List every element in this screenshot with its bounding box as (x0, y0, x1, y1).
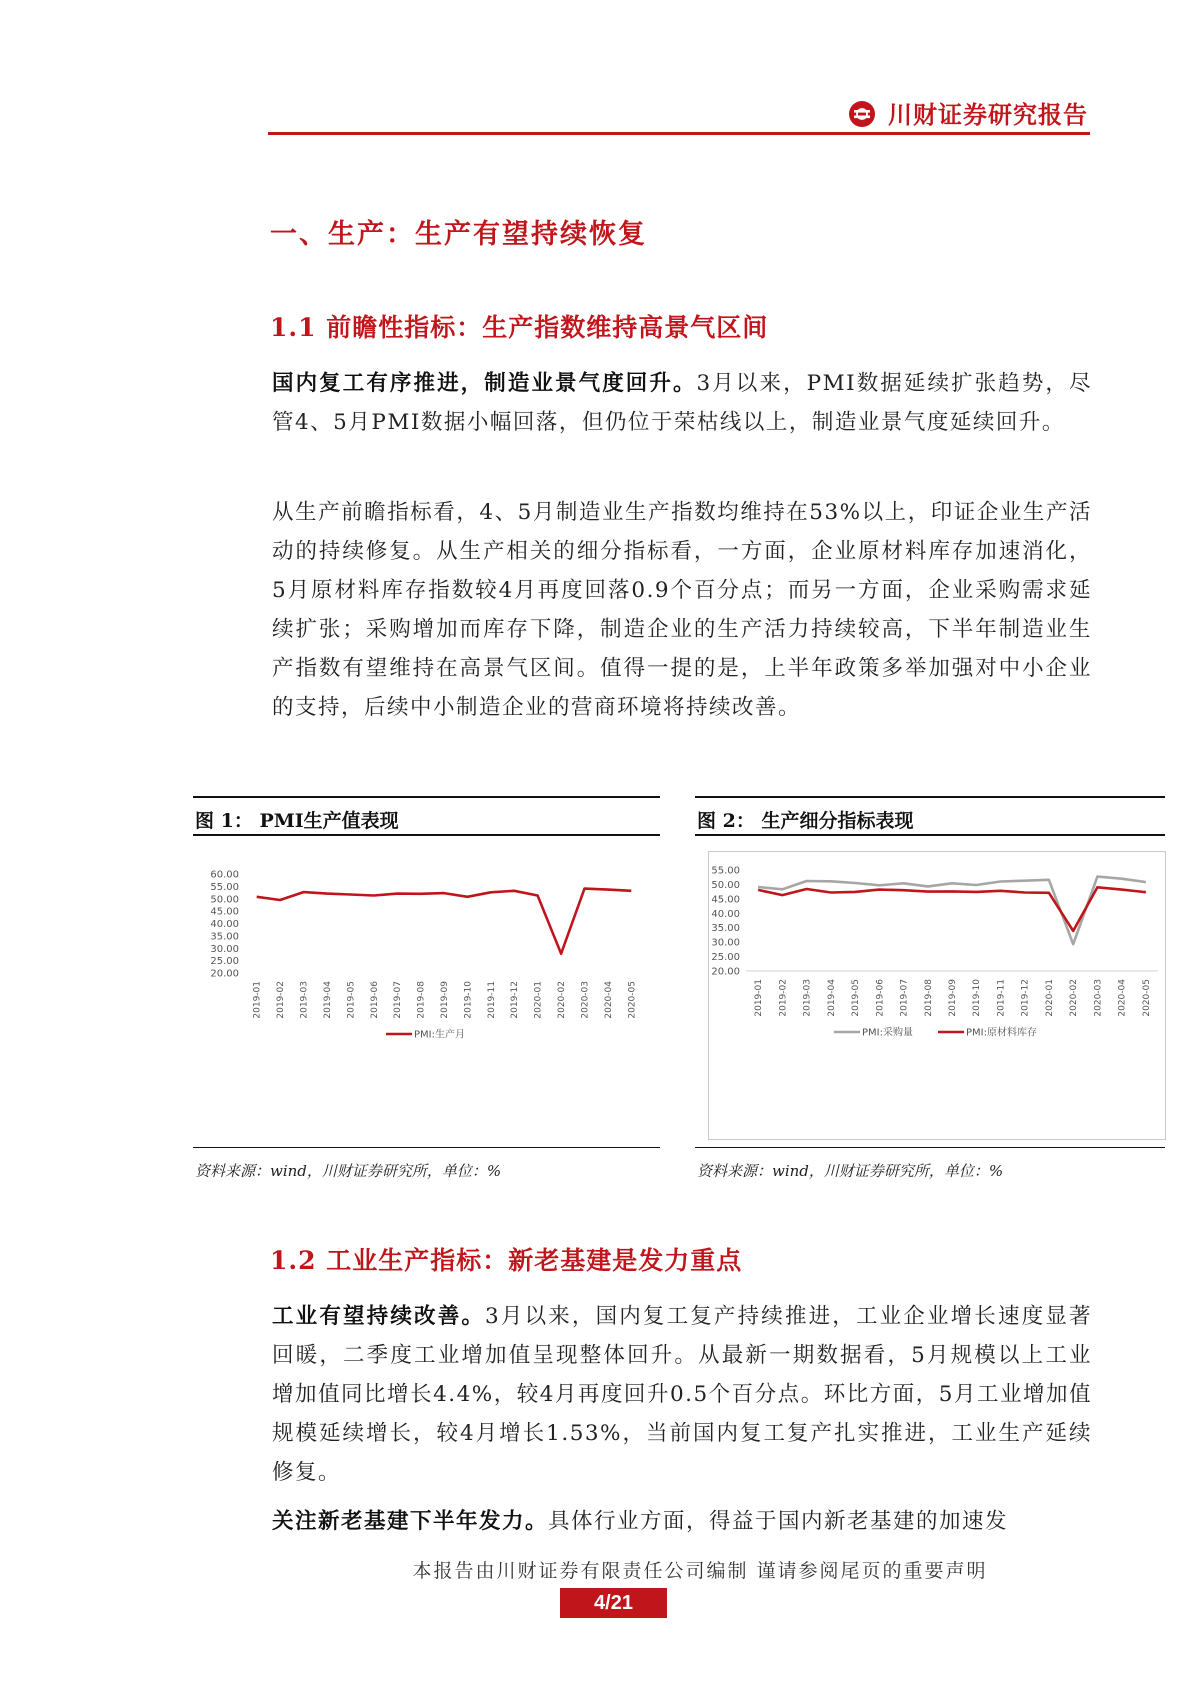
subsection-title-1-1: 1.1 前瞻性指标：生产指数维持高景气区间 (270, 313, 769, 342)
x-tick-label: 2019-10 (972, 979, 983, 1017)
x-tick-label: 2019-04 (826, 979, 837, 1017)
figure-2-title: 图 2： 生产细分指标表现 (697, 810, 914, 832)
x-tick-label: 2019-06 (369, 981, 380, 1019)
y-tick-label: 35.00 (210, 931, 239, 943)
figure-2-title-rule (695, 834, 1165, 836)
figure-1-source: 资料来源：wind，川财证券研究所，单位：% (195, 1162, 502, 1180)
figure-2-chart (708, 851, 1166, 1140)
series-line-0 (758, 877, 1146, 945)
figure-1-title-rule (193, 834, 660, 836)
x-tick-label: 2020-03 (1093, 979, 1104, 1017)
paragraph-3-lead: 工业有望持续改善。 (272, 1304, 486, 1329)
paragraph-1 (272, 364, 1092, 442)
y-tick-label: 35.00 (711, 923, 740, 935)
y-tick-label: 30.00 (711, 937, 740, 949)
subsection-title-1-2: 1.2 工业生产指标：新老基建是发力重点 (270, 1246, 743, 1275)
x-tick-label: 2019-07 (899, 979, 910, 1017)
paragraph-3-body: 3月以来，国内复工复产持续推进，工业企业增长速度显著回暖，二季度工业增加值呈现整体回升。从最新一期数据看，5月规模以上工业增加值同比增长4.4%，较4月再度回升0.5个百分点。环比方面，5月工业增加值规模延续增长，较4月增长1.53%，当前国内复工复产扎实推进，工业生产延续修复。 (272, 1304, 1092, 1485)
x-tick-label: 2020-01 (533, 981, 544, 1019)
y-tick-label: 30.00 (210, 943, 239, 955)
series-line-1 (758, 887, 1146, 931)
y-tick-label: 60.00 (210, 869, 239, 881)
footer-disclaimer: 本报告由川财证券有限责任公司编制 谨请参阅尾页的重要声明 (412, 1560, 988, 1582)
y-tick-label: 50.00 (210, 894, 239, 906)
x-tick-label: 2019-05 (346, 981, 357, 1019)
figure-1-chart (193, 846, 660, 1146)
x-tick-label: 2019-03 (802, 979, 813, 1017)
y-tick-label: 25.00 (711, 952, 740, 964)
y-tick-label: 45.00 (210, 906, 239, 918)
x-tick-label: 2019-09 (948, 979, 958, 1017)
legend-label-1: PMI:原材料库存 (966, 1027, 1037, 1039)
figure-2-source: 资料来源：wind，川财证券研究所，单位：% (697, 1162, 1004, 1180)
brand-name: 川财证券研究报告 (888, 100, 1088, 129)
x-tick-label: 2019-12 (1020, 979, 1031, 1017)
y-tick-label: 40.00 (711, 908, 740, 920)
y-tick-label: 25.00 (210, 956, 239, 968)
x-tick-label: 2020-02 (1069, 979, 1080, 1017)
x-tick-label: 2019-02 (778, 979, 789, 1017)
series-line-0 (257, 889, 632, 954)
page-number: 4/21 (560, 1588, 667, 1618)
figure-2-bottom-rule (695, 1147, 1165, 1148)
y-tick-label: 50.00 (711, 879, 740, 891)
figure-1-top-rule (193, 796, 660, 798)
brand-logo-icon (848, 100, 876, 128)
x-tick-label: 2019-06 (875, 979, 886, 1017)
x-tick-label: 2019-11 (486, 981, 497, 1019)
header-divider (268, 132, 1090, 135)
y-tick-label: 40.00 (210, 919, 239, 930)
x-tick-label: 2020-01 (1044, 979, 1055, 1017)
paragraph-2: 从生产前瞻指标看，4、5月制造业生产指数均维持在53%以上，印证企业生产活动的持续修复。从生产相关的细分指标看，一方面，企业原材料库存加速消化，5月原材料库存指数较4月再度回落0.9个百分点；而另一方面，企业采购需求延续扩张；采购增加而库存下降，制造企业的生产活力持续较高，下半年制造业生产指数有望维持在高景气区间。值得一提的是，上半年政策多举加强对中小企业的支持，后续中小制造企业的营商环境将持续改善。 (272, 500, 1092, 720)
paragraph-1-lead: 国内复工有序推进，制造业景气度回升。 (272, 371, 697, 396)
legend-label-0: PMI:生产月 (414, 1029, 465, 1041)
x-tick-label: 2019-08 (923, 979, 934, 1017)
x-tick-label: 2019-09 (440, 981, 450, 1019)
x-tick-label: 2020-03 (580, 981, 591, 1019)
x-tick-label: 2019-05 (851, 979, 862, 1017)
y-tick-label: 45.00 (711, 894, 740, 906)
x-tick-label: 2019-11 (996, 979, 1007, 1017)
figure-2-top-rule (695, 796, 1165, 798)
section-title: 一、生产：生产有望持续恢复 (270, 219, 647, 250)
x-tick-label: 2019-08 (416, 981, 427, 1019)
y-tick-label: 55.00 (210, 881, 239, 893)
figure-1-title: 图 1： PMI生产值表现 (195, 810, 399, 832)
x-tick-label: 2019-03 (299, 981, 310, 1019)
paragraph-3 (272, 1297, 1092, 1492)
y-tick-label: 55.00 (711, 865, 740, 877)
x-tick-label: 2019-07 (393, 981, 404, 1019)
x-tick-label: 2020-02 (557, 981, 568, 1019)
x-tick-label: 2020-04 (1117, 979, 1128, 1017)
x-tick-label: 2020-04 (603, 981, 614, 1019)
paragraph-1-body: 3月以来，PMI数据延续扩张趋势，尽管4、5月PMI数据小幅回落，但仍位于荣枯线以上，制造业景气度延续回升。 (272, 371, 1092, 435)
paragraph-4 (272, 1502, 1092, 1541)
figure-1-bottom-rule (193, 1147, 660, 1148)
y-tick-label: 20.00 (711, 966, 740, 978)
paragraph-4-body: 具体行业方面，得益于国内新老基建的加速发 (548, 1509, 1009, 1534)
y-tick-label: 20.00 (210, 968, 239, 980)
x-tick-label: 2019-10 (463, 981, 474, 1019)
x-tick-label: 2019-01 (252, 981, 263, 1019)
x-tick-label: 2019-12 (510, 981, 521, 1019)
x-tick-label: 2019-04 (322, 981, 333, 1019)
x-tick-label: 2020-05 (1141, 979, 1152, 1017)
x-tick-label: 2019-02 (276, 981, 287, 1019)
x-tick-label: 2020-05 (627, 981, 638, 1019)
paragraph-4-lead: 关注新老基建下半年发力。 (272, 1509, 549, 1534)
x-tick-label: 2019-01 (754, 979, 765, 1017)
legend-label-0: PMI:采购量 (862, 1027, 913, 1039)
